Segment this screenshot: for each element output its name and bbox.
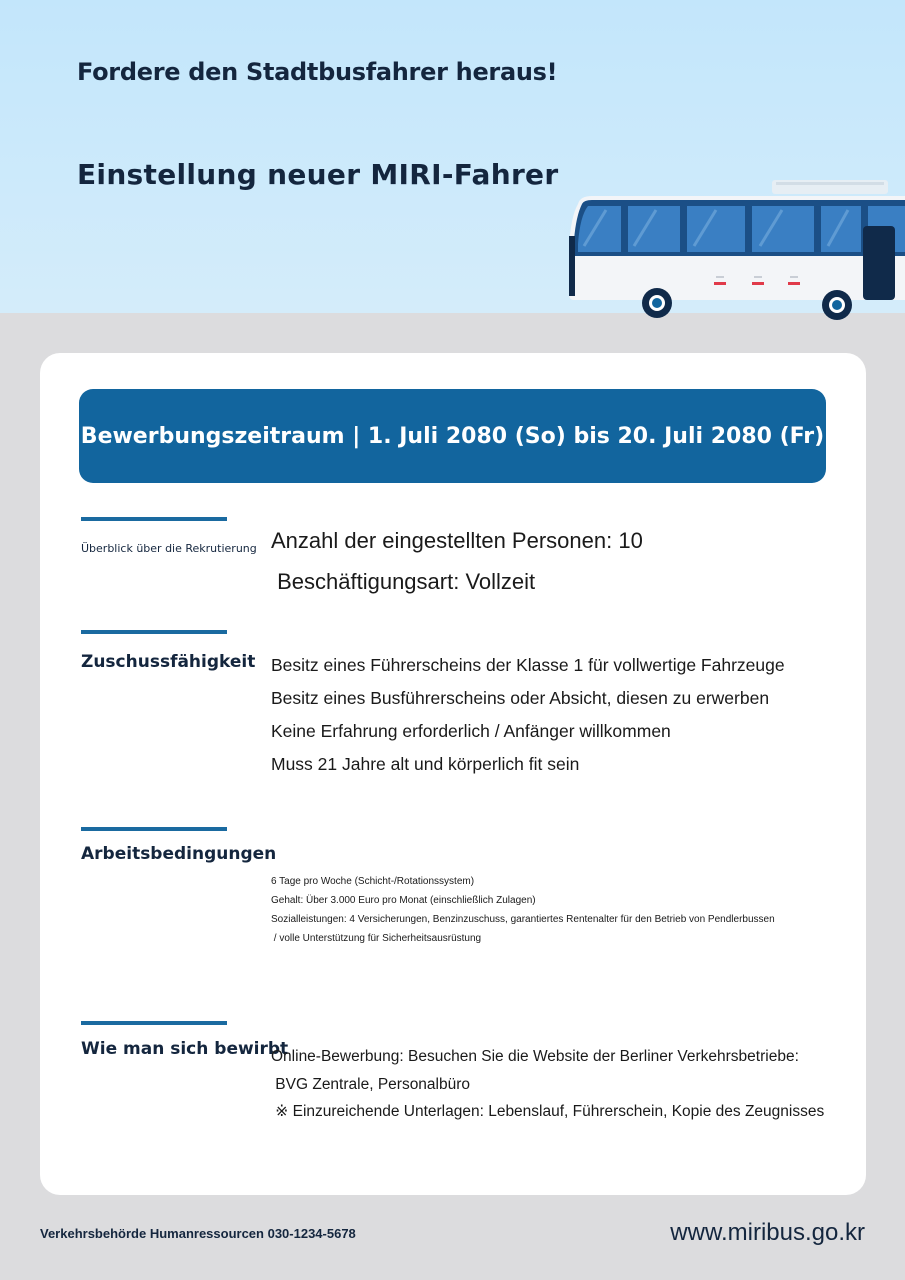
- website-link[interactable]: www.miribus.go.kr: [670, 1219, 865, 1246]
- section-divider: [81, 630, 227, 634]
- bus-illustration: [566, 176, 905, 324]
- overview-list: [271, 520, 643, 602]
- apply-line: BVG Zentrale, Personalbüro: [271, 1075, 471, 1093]
- overview-label: Überblick über die Rekrutierung: [81, 542, 257, 555]
- section-divider: [81, 1021, 227, 1025]
- page-title: Einstellung neuer MIRI-Fahrer: [77, 158, 559, 191]
- conditions-line: / volle Unterstützung für Sicherheitsausrüstung: [271, 933, 482, 944]
- apply-label: Wie man sich bewirbt: [81, 1039, 289, 1059]
- eligibility-line: Muss 21 Jahre alt und körperlich fit sein: [271, 754, 580, 774]
- section-divider: [81, 827, 227, 831]
- conditions-line: 6 Tage pro Woche (Schicht-/Rotationssystem): [271, 876, 475, 887]
- eligibility-line: Besitz eines Führerscheins der Klasse 1 für vollwertige Fahrzeuge: [271, 655, 785, 675]
- apply-line: Online-Bewerbung: Besuchen Sie die Website der Berliner Verkehrsbetriebe:: [271, 1048, 799, 1065]
- contact-info: Verkehrsbehörde Humanressourcen 030-1234-5678: [40, 1226, 356, 1241]
- eligibility-line: Besitz eines Busführerscheins oder Absicht, diesen zu erwerben: [271, 688, 770, 708]
- apply-list: [271, 1043, 824, 1126]
- info-card: [40, 353, 866, 1195]
- conditions-label: Arbeitsbedingungen: [81, 844, 277, 864]
- overview-line: Anzahl der eingestellten Personen: 10: [271, 528, 643, 553]
- application-period-banner: Bewerbungszeitraum | 1. Juli 2080 (So) bis 20. Juli 2080 (Fr): [79, 389, 826, 483]
- overview-line: Beschäftigungsart: Vollzeit: [271, 569, 536, 594]
- eligibility-line: Keine Erfahrung erforderlich / Anfänger willkommen: [271, 721, 671, 741]
- headline: Fordere den Stadtbusfahrer heraus!: [77, 58, 558, 86]
- eligibility-label: Zuschussfähigkeit: [81, 652, 256, 672]
- section-divider: [81, 517, 227, 521]
- conditions-list: [271, 872, 775, 948]
- eligibility-list: [271, 649, 785, 781]
- apply-line: ※ Einzureichende Unterlagen: Lebenslauf, Führerschein, Kopie des Zeugnisses: [271, 1103, 825, 1120]
- hero-banner: [0, 0, 905, 313]
- conditions-line: Sozialleistungen: 4 Versicherungen, Benzinzuschuss, garantiertes Rentenalter für den Betrieb von Pendlerbussen: [271, 914, 775, 925]
- conditions-line: Gehalt: Über 3.000 Euro pro Monat (einschließlich Zulagen): [271, 895, 536, 906]
